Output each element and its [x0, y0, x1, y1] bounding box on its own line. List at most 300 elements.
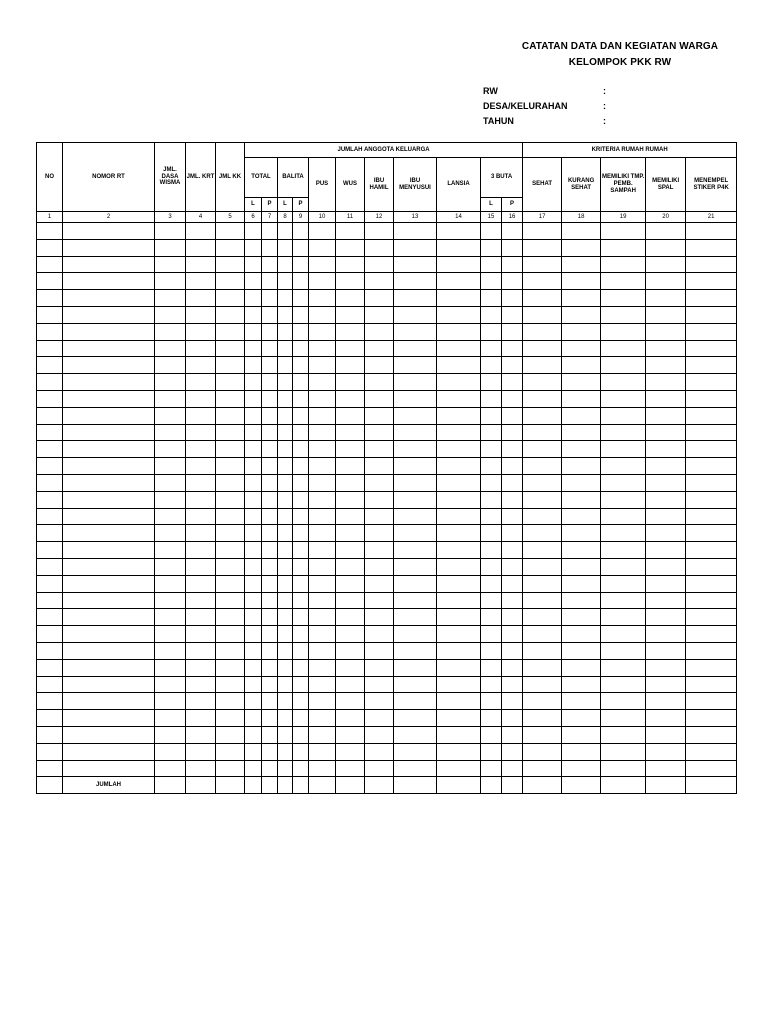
table-cell[interactable] [216, 743, 245, 760]
table-cell[interactable] [394, 642, 437, 659]
table-cell[interactable] [646, 592, 686, 609]
table-cell[interactable] [293, 626, 309, 643]
table-cell[interactable] [63, 626, 155, 643]
table-cell[interactable] [523, 306, 562, 323]
table-cell[interactable] [394, 357, 437, 374]
table-cell[interactable] [394, 609, 437, 626]
table-cell[interactable] [394, 693, 437, 710]
table-cell[interactable] [186, 306, 216, 323]
table-cell[interactable] [601, 609, 646, 626]
table-cell[interactable] [562, 407, 601, 424]
table-cell[interactable] [646, 273, 686, 290]
table-cell[interactable] [216, 693, 245, 710]
table-cell[interactable] [293, 474, 309, 491]
table-cell[interactable] [37, 441, 63, 458]
table-cell[interactable] [293, 693, 309, 710]
table-cell[interactable] [186, 223, 216, 240]
table-cell[interactable] [278, 626, 293, 643]
table-cell[interactable] [278, 407, 293, 424]
table-cell[interactable] [262, 323, 278, 340]
table-cell[interactable] [216, 256, 245, 273]
table-cell[interactable] [216, 525, 245, 542]
table-cell[interactable] [365, 441, 394, 458]
table-cell[interactable] [686, 424, 737, 441]
table-cell[interactable] [562, 726, 601, 743]
table-cell[interactable] [502, 575, 523, 592]
table-cell[interactable] [216, 374, 245, 391]
table-cell[interactable] [394, 525, 437, 542]
table-cell[interactable] [502, 609, 523, 626]
table-cell[interactable] [646, 491, 686, 508]
table-cell[interactable] [155, 693, 186, 710]
table-cell[interactable] [523, 575, 562, 592]
table-cell[interactable] [309, 626, 336, 643]
table-cell[interactable] [293, 525, 309, 542]
table-cell[interactable] [155, 407, 186, 424]
table-cell[interactable] [523, 542, 562, 559]
table-cell[interactable] [293, 424, 309, 441]
table-cell[interactable] [245, 306, 262, 323]
table-cell[interactable] [686, 760, 737, 777]
table-cell[interactable] [63, 525, 155, 542]
table-cell[interactable] [186, 642, 216, 659]
table-cell[interactable] [365, 659, 394, 676]
table-cell[interactable] [562, 609, 601, 626]
table-cell[interactable] [686, 693, 737, 710]
table-cell[interactable] [394, 491, 437, 508]
table-cell[interactable] [155, 374, 186, 391]
table-cell[interactable] [37, 558, 63, 575]
table-cell[interactable] [562, 273, 601, 290]
table-cell[interactable] [365, 474, 394, 491]
table-cell[interactable] [601, 441, 646, 458]
table-cell[interactable] [309, 542, 336, 559]
table-cell[interactable] [186, 256, 216, 273]
table-cell[interactable] [502, 642, 523, 659]
table-cell[interactable] [336, 491, 365, 508]
table-cell[interactable] [437, 256, 481, 273]
table-cell[interactable] [63, 575, 155, 592]
table-cell[interactable] [37, 642, 63, 659]
table-cell[interactable] [437, 592, 481, 609]
table-cell[interactable] [646, 743, 686, 760]
table-cell[interactable] [262, 290, 278, 307]
table-cell[interactable] [262, 390, 278, 407]
table-cell[interactable] [481, 726, 502, 743]
table-cell[interactable] [646, 340, 686, 357]
table-cell[interactable] [293, 491, 309, 508]
table-cell[interactable] [186, 609, 216, 626]
table-cell[interactable] [437, 474, 481, 491]
table-cell[interactable] [481, 290, 502, 307]
table-cell[interactable] [562, 659, 601, 676]
table-cell[interactable] [309, 710, 336, 727]
table-cell[interactable] [601, 726, 646, 743]
table-cell[interactable] [394, 458, 437, 475]
table-cell[interactable] [502, 659, 523, 676]
table-cell[interactable] [336, 357, 365, 374]
total-cell[interactable] [216, 777, 245, 794]
table-cell[interactable] [63, 642, 155, 659]
table-cell[interactable] [502, 306, 523, 323]
table-cell[interactable] [481, 760, 502, 777]
table-cell[interactable] [394, 659, 437, 676]
table-cell[interactable] [523, 290, 562, 307]
table-cell[interactable] [481, 273, 502, 290]
table-cell[interactable] [63, 743, 155, 760]
table-cell[interactable] [562, 626, 601, 643]
table-cell[interactable] [336, 525, 365, 542]
table-cell[interactable] [481, 659, 502, 676]
table-cell[interactable] [186, 542, 216, 559]
table-cell[interactable] [309, 491, 336, 508]
table-cell[interactable] [437, 458, 481, 475]
table-cell[interactable] [437, 626, 481, 643]
table-cell[interactable] [309, 592, 336, 609]
table-cell[interactable] [437, 659, 481, 676]
table-cell[interactable] [646, 357, 686, 374]
table-cell[interactable] [394, 760, 437, 777]
table-cell[interactable] [523, 525, 562, 542]
table-cell[interactable] [562, 390, 601, 407]
table-cell[interactable] [523, 491, 562, 508]
table-cell[interactable] [216, 558, 245, 575]
table-cell[interactable] [216, 407, 245, 424]
table-cell[interactable] [523, 374, 562, 391]
table-cell[interactable] [245, 239, 262, 256]
table-cell[interactable] [216, 223, 245, 240]
table-cell[interactable] [502, 374, 523, 391]
table-cell[interactable] [155, 390, 186, 407]
table-cell[interactable] [437, 357, 481, 374]
table-cell[interactable] [686, 390, 737, 407]
table-cell[interactable] [245, 223, 262, 240]
table-cell[interactable] [336, 710, 365, 727]
table-cell[interactable] [216, 508, 245, 525]
table-cell[interactable] [293, 223, 309, 240]
table-cell[interactable] [155, 306, 186, 323]
table-cell[interactable] [293, 659, 309, 676]
table-cell[interactable] [155, 659, 186, 676]
table-cell[interactable] [309, 407, 336, 424]
table-cell[interactable] [245, 424, 262, 441]
table-cell[interactable] [686, 575, 737, 592]
table-cell[interactable] [365, 357, 394, 374]
table-cell[interactable] [293, 508, 309, 525]
table-cell[interactable] [646, 558, 686, 575]
table-cell[interactable] [293, 323, 309, 340]
table-cell[interactable] [646, 710, 686, 727]
table-cell[interactable] [293, 609, 309, 626]
table-cell[interactable] [262, 407, 278, 424]
table-cell[interactable] [562, 340, 601, 357]
table-cell[interactable] [336, 693, 365, 710]
table-cell[interactable] [155, 340, 186, 357]
table-cell[interactable] [63, 609, 155, 626]
table-cell[interactable] [278, 223, 293, 240]
table-cell[interactable] [437, 525, 481, 542]
table-cell[interactable] [365, 726, 394, 743]
table-cell[interactable] [437, 390, 481, 407]
table-cell[interactable] [646, 239, 686, 256]
table-cell[interactable] [562, 642, 601, 659]
table-cell[interactable] [437, 542, 481, 559]
table-cell[interactable] [186, 592, 216, 609]
table-cell[interactable] [186, 374, 216, 391]
table-cell[interactable] [293, 575, 309, 592]
table-cell[interactable] [37, 340, 63, 357]
table-cell[interactable] [601, 357, 646, 374]
table-cell[interactable] [278, 710, 293, 727]
table-cell[interactable] [63, 424, 155, 441]
table-cell[interactable] [63, 558, 155, 575]
table-cell[interactable] [245, 458, 262, 475]
table-cell[interactable] [216, 626, 245, 643]
table-cell[interactable] [245, 273, 262, 290]
table-cell[interactable] [502, 760, 523, 777]
total-cell[interactable] [365, 777, 394, 794]
total-cell[interactable] [686, 777, 737, 794]
table-cell[interactable] [293, 743, 309, 760]
table-cell[interactable] [262, 592, 278, 609]
table-cell[interactable] [502, 424, 523, 441]
table-cell[interactable] [309, 458, 336, 475]
table-cell[interactable] [63, 760, 155, 777]
table-cell[interactable] [502, 626, 523, 643]
table-cell[interactable] [278, 474, 293, 491]
table-cell[interactable] [293, 558, 309, 575]
table-cell[interactable] [336, 306, 365, 323]
table-cell[interactable] [562, 508, 601, 525]
table-cell[interactable] [262, 441, 278, 458]
table-cell[interactable] [37, 525, 63, 542]
table-cell[interactable] [336, 458, 365, 475]
table-cell[interactable] [216, 659, 245, 676]
table-cell[interactable] [481, 710, 502, 727]
table-cell[interactable] [365, 710, 394, 727]
table-cell[interactable] [481, 223, 502, 240]
table-cell[interactable] [186, 710, 216, 727]
table-cell[interactable] [601, 458, 646, 475]
table-cell[interactable] [155, 256, 186, 273]
table-cell[interactable] [216, 676, 245, 693]
table-cell[interactable] [686, 558, 737, 575]
table-cell[interactable] [365, 525, 394, 542]
table-cell[interactable] [437, 558, 481, 575]
table-cell[interactable] [601, 491, 646, 508]
table-cell[interactable] [481, 474, 502, 491]
table-cell[interactable] [394, 710, 437, 727]
table-cell[interactable] [523, 323, 562, 340]
table-cell[interactable] [336, 508, 365, 525]
table-cell[interactable] [63, 710, 155, 727]
table-cell[interactable] [646, 323, 686, 340]
table-cell[interactable] [365, 374, 394, 391]
table-cell[interactable] [562, 558, 601, 575]
table-cell[interactable] [437, 575, 481, 592]
table-cell[interactable] [63, 323, 155, 340]
total-cell[interactable] [37, 777, 63, 794]
table-cell[interactable] [336, 676, 365, 693]
table-cell[interactable] [562, 306, 601, 323]
table-cell[interactable] [262, 693, 278, 710]
table-cell[interactable] [216, 458, 245, 475]
table-cell[interactable] [686, 508, 737, 525]
table-cell[interactable] [278, 676, 293, 693]
table-cell[interactable] [601, 525, 646, 542]
table-cell[interactable] [336, 626, 365, 643]
total-cell[interactable] [186, 777, 216, 794]
table-cell[interactable] [245, 575, 262, 592]
table-cell[interactable] [216, 273, 245, 290]
table-cell[interactable] [262, 357, 278, 374]
table-cell[interactable] [155, 743, 186, 760]
table-cell[interactable] [245, 743, 262, 760]
table-cell[interactable] [394, 575, 437, 592]
table-cell[interactable] [216, 290, 245, 307]
table-cell[interactable] [523, 710, 562, 727]
table-cell[interactable] [481, 676, 502, 693]
table-cell[interactable] [502, 441, 523, 458]
table-cell[interactable] [293, 760, 309, 777]
total-cell[interactable] [262, 777, 278, 794]
table-cell[interactable] [686, 609, 737, 626]
table-cell[interactable] [502, 223, 523, 240]
table-cell[interactable] [481, 239, 502, 256]
table-cell[interactable] [245, 558, 262, 575]
table-cell[interactable] [481, 642, 502, 659]
table-cell[interactable] [562, 357, 601, 374]
table-cell[interactable] [309, 340, 336, 357]
table-cell[interactable] [155, 609, 186, 626]
table-cell[interactable] [278, 441, 293, 458]
table-cell[interactable] [309, 743, 336, 760]
table-cell[interactable] [336, 760, 365, 777]
table-cell[interactable] [262, 575, 278, 592]
table-cell[interactable] [186, 659, 216, 676]
table-cell[interactable] [523, 626, 562, 643]
table-cell[interactable] [562, 575, 601, 592]
table-cell[interactable] [394, 743, 437, 760]
table-cell[interactable] [63, 273, 155, 290]
table-cell[interactable] [155, 441, 186, 458]
table-cell[interactable] [63, 290, 155, 307]
table-cell[interactable] [262, 458, 278, 475]
table-cell[interactable] [502, 710, 523, 727]
table-cell[interactable] [37, 458, 63, 475]
table-cell[interactable] [365, 508, 394, 525]
table-cell[interactable] [155, 575, 186, 592]
table-cell[interactable] [502, 340, 523, 357]
table-cell[interactable] [245, 626, 262, 643]
table-cell[interactable] [601, 390, 646, 407]
table-cell[interactable] [437, 323, 481, 340]
table-cell[interactable] [186, 290, 216, 307]
total-cell[interactable] [155, 777, 186, 794]
table-cell[interactable] [394, 223, 437, 240]
table-cell[interactable] [523, 760, 562, 777]
table-cell[interactable] [37, 575, 63, 592]
table-cell[interactable] [394, 256, 437, 273]
table-cell[interactable] [481, 357, 502, 374]
table-cell[interactable] [155, 642, 186, 659]
table-cell[interactable] [309, 290, 336, 307]
table-cell[interactable] [293, 441, 309, 458]
table-cell[interactable] [394, 239, 437, 256]
table-cell[interactable] [293, 390, 309, 407]
table-cell[interactable] [523, 743, 562, 760]
table-cell[interactable] [37, 693, 63, 710]
table-cell[interactable] [481, 256, 502, 273]
table-cell[interactable] [523, 474, 562, 491]
table-cell[interactable] [309, 256, 336, 273]
table-cell[interactable] [686, 592, 737, 609]
table-cell[interactable] [562, 256, 601, 273]
table-cell[interactable] [601, 592, 646, 609]
table-cell[interactable] [63, 340, 155, 357]
table-cell[interactable] [155, 676, 186, 693]
table-cell[interactable] [365, 542, 394, 559]
table-cell[interactable] [186, 474, 216, 491]
table-cell[interactable] [63, 357, 155, 374]
table-cell[interactable] [646, 474, 686, 491]
table-cell[interactable] [293, 542, 309, 559]
table-cell[interactable] [245, 726, 262, 743]
table-cell[interactable] [502, 390, 523, 407]
table-cell[interactable] [481, 407, 502, 424]
table-cell[interactable] [562, 323, 601, 340]
table-cell[interactable] [63, 491, 155, 508]
table-cell[interactable] [394, 474, 437, 491]
table-cell[interactable] [293, 256, 309, 273]
table-cell[interactable] [309, 424, 336, 441]
table-cell[interactable] [437, 508, 481, 525]
table-cell[interactable] [523, 458, 562, 475]
table-cell[interactable] [63, 306, 155, 323]
table-cell[interactable] [481, 558, 502, 575]
table-cell[interactable] [63, 676, 155, 693]
table-cell[interactable] [437, 743, 481, 760]
table-cell[interactable] [155, 223, 186, 240]
table-cell[interactable] [336, 474, 365, 491]
table-cell[interactable] [502, 357, 523, 374]
total-cell[interactable] [309, 777, 336, 794]
table-cell[interactable] [523, 508, 562, 525]
table-cell[interactable] [186, 726, 216, 743]
table-cell[interactable] [278, 458, 293, 475]
table-cell[interactable] [523, 558, 562, 575]
table-cell[interactable] [601, 693, 646, 710]
table-cell[interactable] [155, 458, 186, 475]
table-cell[interactable] [309, 760, 336, 777]
table-cell[interactable] [481, 340, 502, 357]
table-cell[interactable] [216, 474, 245, 491]
table-cell[interactable] [245, 374, 262, 391]
table-cell[interactable] [601, 710, 646, 727]
table-cell[interactable] [562, 239, 601, 256]
table-cell[interactable] [437, 642, 481, 659]
table-cell[interactable] [216, 390, 245, 407]
table-cell[interactable] [63, 390, 155, 407]
table-cell[interactable] [278, 693, 293, 710]
table-cell[interactable] [155, 323, 186, 340]
table-cell[interactable] [502, 508, 523, 525]
table-cell[interactable] [523, 273, 562, 290]
table-cell[interactable] [365, 323, 394, 340]
table-cell[interactable] [186, 239, 216, 256]
table-cell[interactable] [646, 441, 686, 458]
table-cell[interactable] [155, 491, 186, 508]
